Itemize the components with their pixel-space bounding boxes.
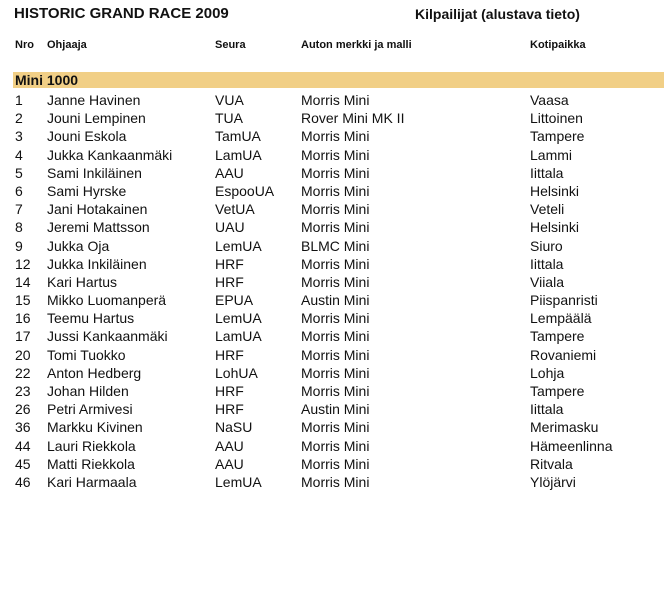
home-town: Iittala bbox=[530, 164, 564, 181]
club-name: HRF bbox=[215, 401, 244, 418]
club-name: LamUA bbox=[215, 146, 262, 163]
club-name: AAU bbox=[215, 455, 244, 472]
home-town: Helsinki bbox=[530, 182, 580, 199]
table-row bbox=[0, 400, 668, 418]
entry-number: 1 bbox=[15, 92, 23, 108]
driver-name: Kari Hartus bbox=[47, 273, 118, 290]
club-name: TUA bbox=[215, 110, 243, 127]
car-model: Morris Mini bbox=[301, 164, 370, 181]
driver-name: Jussi Kankaanmäki bbox=[47, 328, 168, 345]
driver-name: Jukka Inkiläinen bbox=[47, 255, 147, 272]
table-row bbox=[0, 127, 668, 145]
entry-number: 8 bbox=[15, 219, 23, 236]
home-town: Merimasku bbox=[530, 419, 599, 436]
driver-name: Teemu Hartus bbox=[47, 310, 135, 327]
entry-number: 36 bbox=[15, 419, 31, 436]
car-model: Morris Mini bbox=[301, 182, 370, 199]
entry-number: 15 bbox=[15, 292, 31, 309]
entry-number: 14 bbox=[15, 273, 31, 290]
driver-name: Jouni Lempinen bbox=[47, 110, 146, 127]
entry-list bbox=[0, 91, 668, 491]
car-model: Morris Mini bbox=[301, 328, 370, 345]
table-row bbox=[0, 109, 668, 127]
car-model: Morris Mini bbox=[301, 219, 370, 236]
class-band bbox=[13, 72, 664, 88]
club-name: LamUA bbox=[215, 328, 262, 345]
car-model: Morris Mini bbox=[301, 437, 370, 454]
home-town: Ritvala bbox=[530, 455, 573, 472]
car-model: Rover Mini MK II bbox=[301, 110, 405, 127]
home-town: Hämeenlinna bbox=[530, 437, 613, 454]
table-row bbox=[0, 237, 668, 255]
column-header-car: Auton merkki ja malli bbox=[301, 39, 412, 51]
entry-number: 46 bbox=[15, 473, 31, 490]
car-model: Morris Mini bbox=[301, 419, 370, 436]
car-model: BLMC Mini bbox=[301, 237, 370, 254]
car-model: Morris Mini bbox=[301, 473, 370, 490]
entry-number: 6 bbox=[15, 182, 23, 199]
home-town: Vaasa bbox=[530, 92, 569, 108]
car-model: Morris Mini bbox=[301, 455, 370, 472]
home-town: Lempäälä bbox=[530, 310, 592, 327]
table-row bbox=[0, 346, 668, 364]
club-name: EspooUA bbox=[215, 182, 275, 199]
club-name: AAU bbox=[215, 164, 244, 181]
club-name: VetUA bbox=[215, 201, 255, 218]
entry-number: 2 bbox=[15, 110, 23, 127]
car-model: Austin Mini bbox=[301, 292, 370, 309]
driver-name: Sami Hyrske bbox=[47, 182, 127, 199]
club-name: UAU bbox=[215, 219, 245, 236]
entry-number: 16 bbox=[15, 310, 31, 327]
home-town: Littoinen bbox=[530, 110, 583, 127]
home-town: Tampere bbox=[530, 328, 585, 345]
car-model: Morris Mini bbox=[301, 146, 370, 163]
car-model: Austin Mini bbox=[301, 401, 370, 418]
club-name: AAU bbox=[215, 437, 244, 454]
entry-number: 5 bbox=[15, 164, 23, 181]
driver-name: Kari Harmaala bbox=[47, 473, 137, 490]
home-town: Tampere bbox=[530, 128, 585, 145]
driver-name: Janne Havinen bbox=[47, 92, 141, 108]
entry-number: 20 bbox=[15, 346, 31, 363]
entry-number: 9 bbox=[15, 237, 23, 254]
driver-name: Petri Armivesi bbox=[47, 401, 133, 418]
home-town: Veteli bbox=[530, 201, 565, 218]
car-model: Morris Mini bbox=[301, 310, 370, 327]
car-model: Morris Mini bbox=[301, 92, 370, 108]
home-town: Iittala bbox=[530, 401, 564, 418]
home-town: Viiala bbox=[530, 273, 564, 290]
table-row bbox=[0, 273, 668, 291]
driver-name: Jukka Oja bbox=[47, 237, 110, 254]
home-town: Siuro bbox=[530, 237, 563, 254]
driver-name: Sami Inkiläinen bbox=[47, 164, 142, 181]
table-row bbox=[0, 200, 668, 218]
entry-number: 23 bbox=[15, 383, 31, 399]
club-name: NaSU bbox=[215, 419, 253, 436]
home-town: Lammi bbox=[530, 146, 573, 163]
club-name: HRF bbox=[215, 273, 244, 290]
car-model: Morris Mini bbox=[301, 201, 370, 218]
home-town: Piispanristi bbox=[530, 292, 598, 309]
driver-name: Jukka Kankaanmäki bbox=[47, 146, 173, 163]
table-row bbox=[0, 164, 668, 182]
entry-number: 12 bbox=[15, 255, 31, 272]
car-model: Morris Mini bbox=[301, 346, 370, 363]
club-name: HRF bbox=[215, 255, 244, 272]
entry-number: 3 bbox=[15, 128, 23, 145]
driver-name: Tomi Tuokko bbox=[47, 346, 126, 363]
driver-name: Jouni Eskola bbox=[47, 128, 127, 145]
club-name: LemUA bbox=[215, 310, 262, 327]
document-title: HISTORIC GRAND RACE 2009 bbox=[14, 5, 229, 22]
table-row bbox=[0, 437, 668, 455]
club-name: LemUA bbox=[215, 473, 262, 490]
club-name: LemUA bbox=[215, 237, 262, 254]
home-town: Tampere bbox=[530, 383, 585, 399]
entry-number: 4 bbox=[15, 146, 23, 163]
table-row bbox=[0, 91, 668, 109]
driver-name: Mikko Luomanperä bbox=[47, 292, 167, 309]
table-row bbox=[0, 418, 668, 436]
table-row bbox=[0, 309, 668, 327]
home-town: Rovaniemi bbox=[530, 346, 597, 363]
table-row bbox=[0, 473, 668, 491]
entry-number: 22 bbox=[15, 364, 31, 381]
driver-name: Matti Riekkola bbox=[47, 455, 135, 472]
home-town: Iittala bbox=[530, 255, 564, 272]
driver-name: Johan Hilden bbox=[47, 383, 129, 399]
table-row bbox=[0, 182, 668, 200]
table-row bbox=[0, 291, 668, 309]
club-name: HRF bbox=[215, 346, 244, 363]
column-header-nro: Nro bbox=[15, 39, 34, 51]
home-town: Ylöjärvi bbox=[530, 473, 576, 490]
club-name: EPUA bbox=[215, 292, 254, 309]
table-row bbox=[0, 146, 668, 164]
car-model: Morris Mini bbox=[301, 255, 370, 272]
table-row bbox=[0, 364, 668, 382]
table-row bbox=[0, 382, 668, 400]
table-row bbox=[0, 218, 668, 236]
driver-name: Jeremi Mattsson bbox=[47, 219, 150, 236]
table-row bbox=[0, 455, 668, 473]
entry-number: 45 bbox=[15, 455, 31, 472]
car-model: Morris Mini bbox=[301, 273, 370, 290]
club-name: VUA bbox=[215, 92, 244, 108]
driver-name: Lauri Riekkola bbox=[47, 437, 136, 454]
driver-name: Anton Hedberg bbox=[47, 364, 142, 381]
column-header-driver: Ohjaaja bbox=[47, 39, 87, 51]
class-label: Mini 1000 bbox=[15, 72, 79, 88]
club-name: LohUA bbox=[215, 364, 258, 381]
entry-number: 26 bbox=[15, 401, 31, 418]
table-row bbox=[0, 327, 668, 345]
club-name: TamUA bbox=[215, 128, 261, 145]
home-town: Helsinki bbox=[530, 219, 580, 236]
home-town: Lohja bbox=[530, 364, 565, 381]
column-header-club: Seura bbox=[215, 39, 246, 51]
column-header-city: Kotipaikka bbox=[530, 39, 586, 51]
table-row bbox=[0, 255, 668, 273]
entry-number: 7 bbox=[15, 201, 23, 218]
car-model: Morris Mini bbox=[301, 128, 370, 145]
entry-number: 44 bbox=[15, 437, 31, 454]
entry-number: 17 bbox=[15, 328, 31, 345]
car-model: Morris Mini bbox=[301, 364, 370, 381]
driver-name: Jani Hotakainen bbox=[47, 201, 148, 218]
document-subtitle: Kilpailijat (alustava tieto) bbox=[415, 6, 580, 22]
driver-name: Markku Kivinen bbox=[47, 419, 143, 436]
car-model: Morris Mini bbox=[301, 383, 370, 399]
club-name: HRF bbox=[215, 383, 244, 399]
